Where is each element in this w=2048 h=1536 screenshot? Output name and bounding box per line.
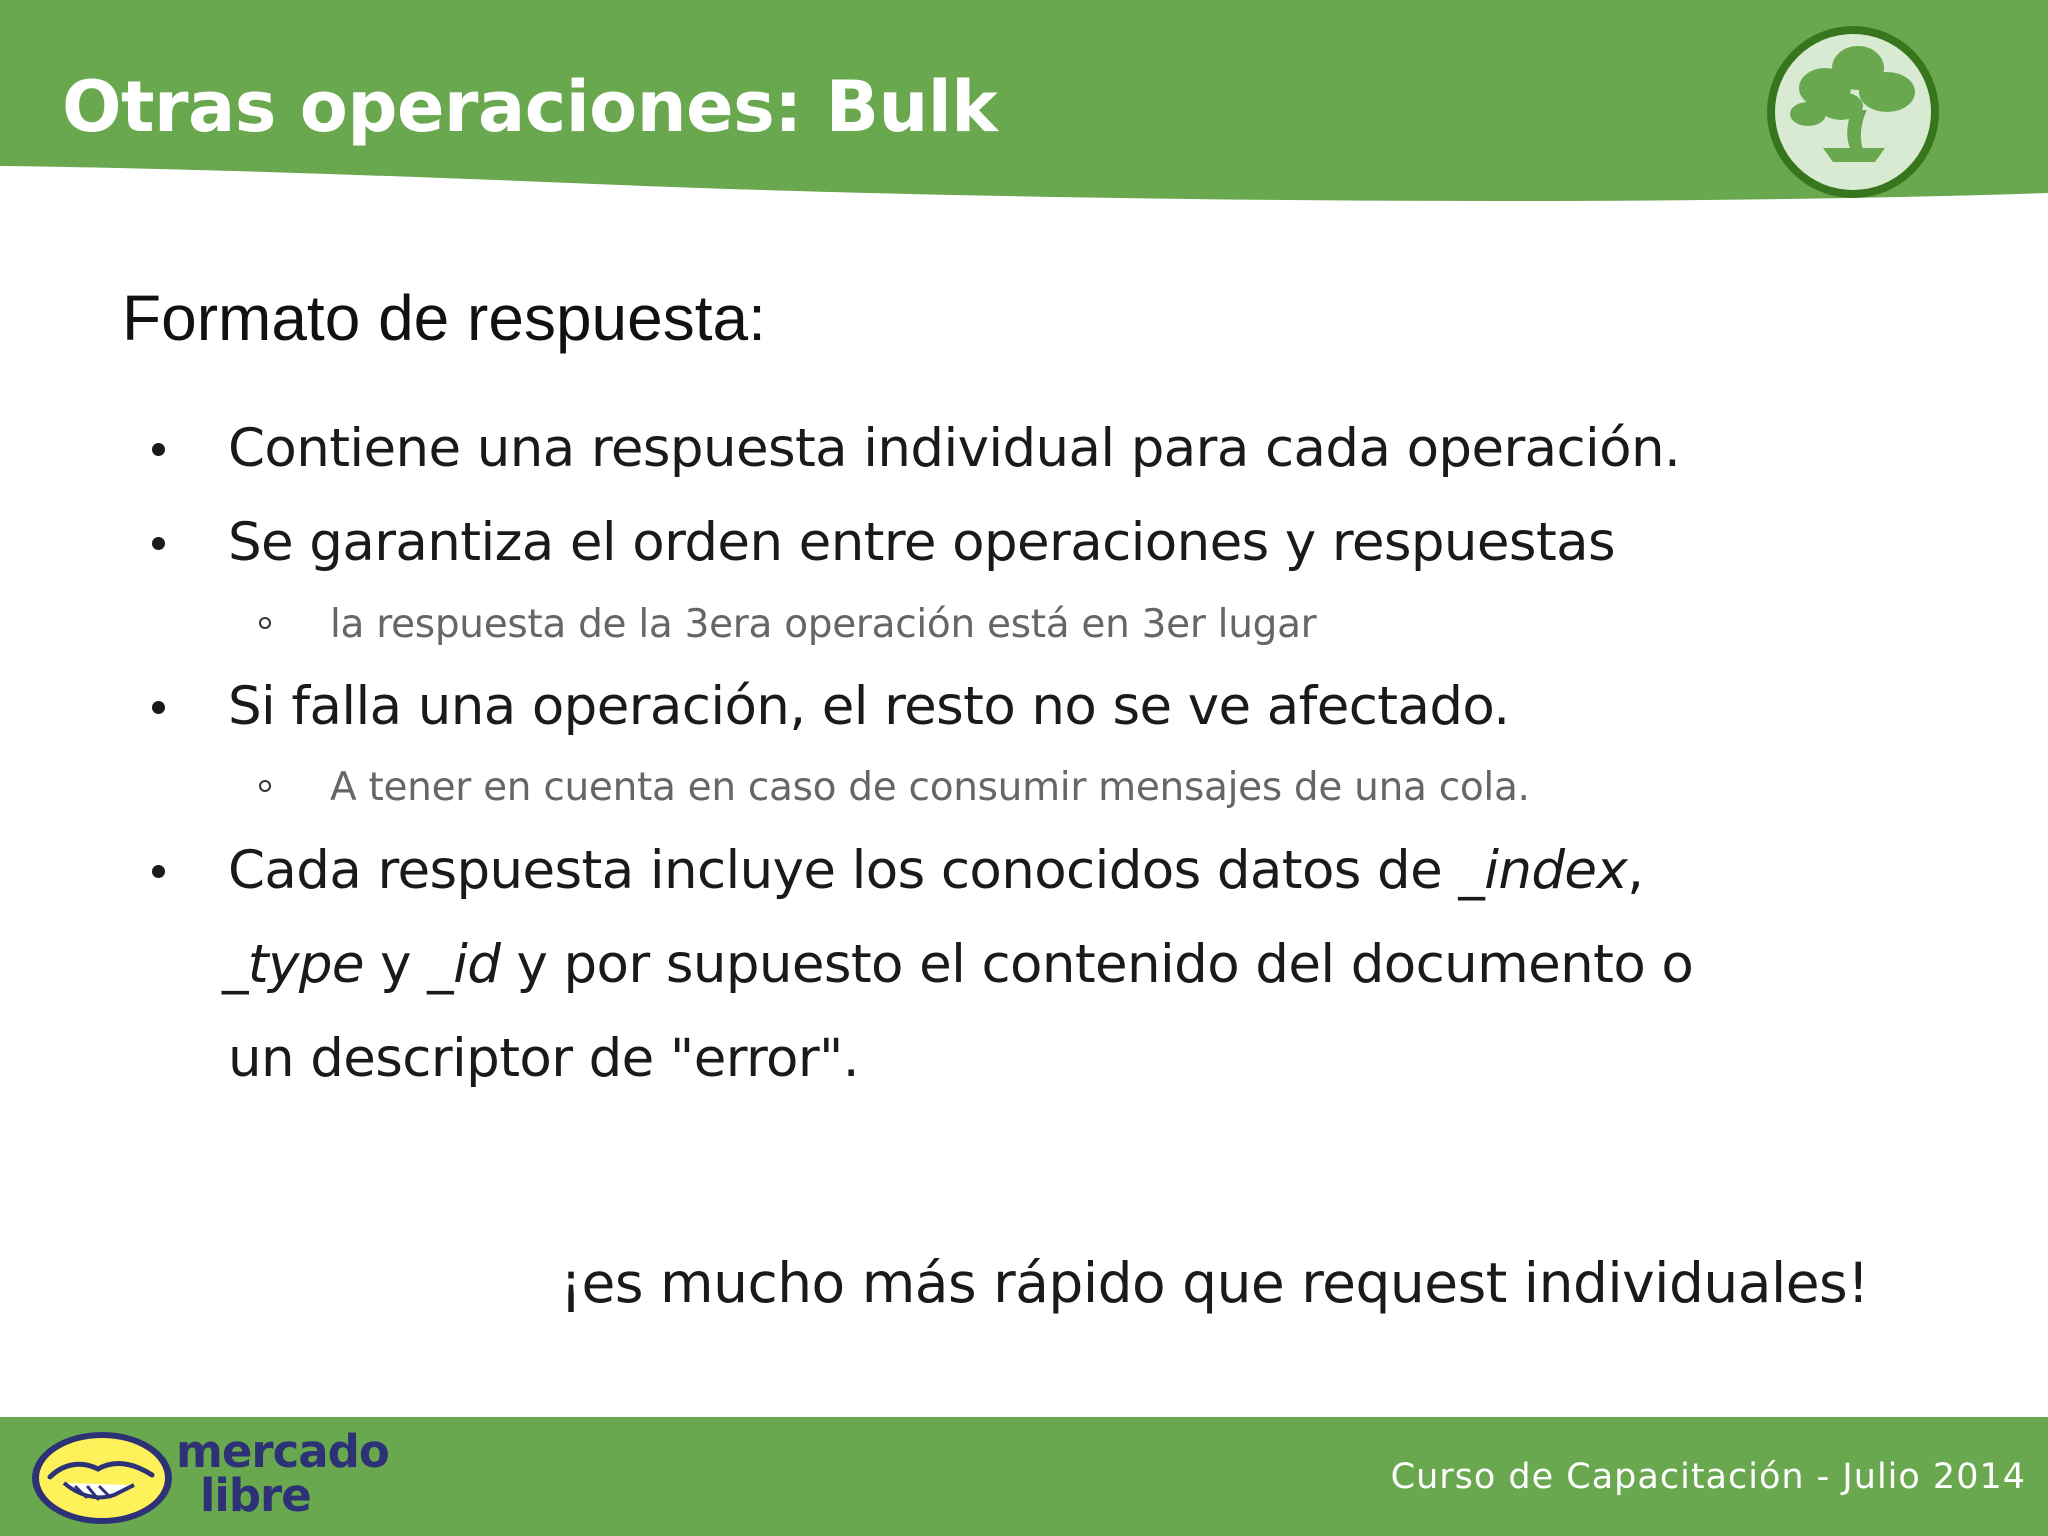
bullet-item xyxy=(222,824,1888,1106)
bullet-item xyxy=(228,660,1888,754)
sub-bullet-item xyxy=(330,758,1930,818)
field-name-id: _id xyxy=(427,934,501,995)
mercadolibre-wordmark xyxy=(176,1425,389,1522)
sub-bullet-text: A tener en cuenta en caso de consumir mensajes de una cola. xyxy=(330,765,1530,810)
slide-title: Otras operaciones: Bulk xyxy=(62,66,998,148)
brand-line-1: mercado xyxy=(176,1425,389,1478)
section-heading: Formato de respuesta: xyxy=(122,282,766,354)
bullet-text-segment: y por supuesto el contenido del documento o xyxy=(500,934,1694,995)
bullet-text-line xyxy=(228,1012,1888,1106)
bullet-text-line xyxy=(222,918,1888,1012)
brand-line-2: libre xyxy=(200,1469,311,1522)
bullet-text: Se garantiza el orden entre operaciones y respuestas xyxy=(228,512,1616,573)
bullet-dot-icon xyxy=(152,865,165,878)
bullet-dot-icon xyxy=(152,537,165,550)
sub-bullet-circle-icon xyxy=(259,617,271,629)
bullet-text: Contiene una respuesta individual para cada operación. xyxy=(228,418,1681,479)
bullet-text-line xyxy=(228,824,1888,918)
bullet-text-segment: y xyxy=(363,934,428,995)
field-name-index: _index xyxy=(1458,840,1628,901)
bullet-dot-icon xyxy=(152,701,165,714)
field-name-type: _type xyxy=(222,934,364,995)
bullet-item xyxy=(228,496,1888,590)
bullet-dot-icon xyxy=(152,443,165,456)
bullet-item xyxy=(228,402,1888,496)
bullet-text-segment: Cada respuesta incluye los conocidos datos de xyxy=(228,840,1459,901)
sub-bullet-text: la respuesta de la 3era operación está en 3er lugar xyxy=(330,602,1317,647)
footer-course-note: Curso de Capacitación - Julio 2014 xyxy=(1390,1457,2026,1497)
sub-bullet-circle-icon xyxy=(259,780,271,792)
sub-bullet-item xyxy=(330,595,1930,655)
bonsai-tree-logo xyxy=(1763,22,1943,202)
bullet-text: Si falla una operación, el resto no se ve afectado. xyxy=(228,676,1510,737)
bullet-text-segment: , xyxy=(1627,840,1644,901)
bullet-text-segment: un descriptor de "error". xyxy=(228,1028,860,1089)
closing-note: ¡es mucho más rápido que request individuales! xyxy=(560,1251,1869,1315)
